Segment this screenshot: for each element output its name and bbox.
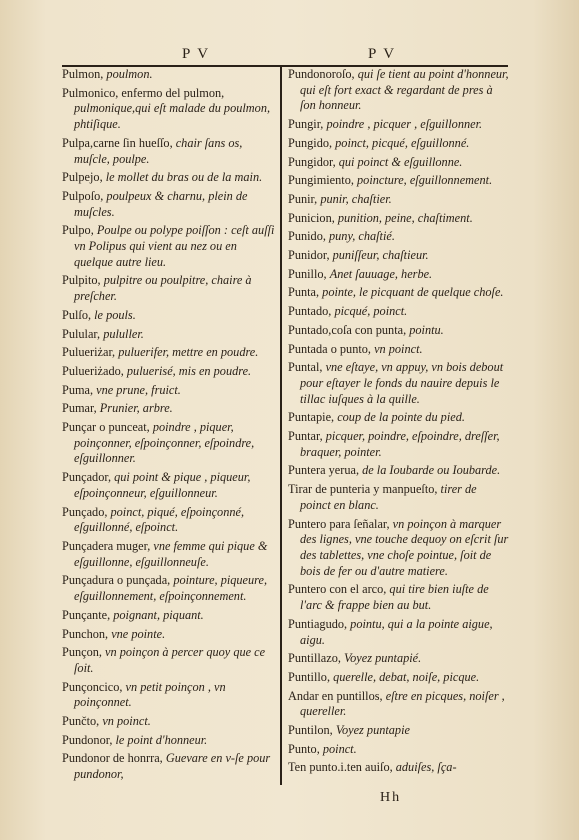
dictionary-entry: [62, 223, 278, 270]
headword: Pulpo,: [62, 223, 97, 238]
headword: Puntapie,: [288, 410, 338, 425]
headword: Pulpito,: [62, 273, 104, 288]
dictionary-entry: [288, 173, 510, 189]
translation: vne prune, fruict.: [96, 382, 181, 397]
translation: punition, peine, chaſtiment.: [337, 210, 473, 225]
translation: aduiſes, ſça-: [395, 760, 457, 775]
headword: Pulpa,carne ſin hueſſo,: [62, 135, 176, 150]
translation: puluerifer, mettre en poudre.: [118, 345, 259, 360]
translation: chair ſans os, muſcle, poulpe.: [74, 135, 243, 166]
translation: poinct, piqué, eſpoinçonné, eſguillonné, eſpoinct.: [74, 504, 245, 535]
dictionary-entry: [62, 308, 278, 324]
headword: Pungido,: [288, 135, 336, 150]
translation: Prunier, arbre.: [99, 401, 173, 416]
dictionary-entry: [288, 517, 510, 580]
translation: vn poinct.: [102, 714, 151, 729]
dictionary-entry: [62, 420, 278, 467]
translation: poincture, eſguillonnement.: [357, 173, 493, 188]
dictionary-entry: [288, 742, 510, 758]
dictionary-entry: [288, 617, 510, 648]
dictionary-entry: [62, 86, 278, 133]
left-column: [62, 67, 278, 787]
headword: Punçado,: [62, 504, 111, 519]
dictionary-entry: [288, 229, 510, 245]
dictionary-entry: [288, 323, 510, 339]
headword: Puntero con el arco,: [288, 582, 390, 597]
headword: Punicion,: [288, 210, 338, 225]
translation: Guevare en v-ſe pour pundonor,: [74, 751, 271, 782]
headword: Ten punto.i.ten auiſo,: [288, 760, 396, 775]
dictionary-entry: [62, 645, 278, 676]
translation: Poulpe ou polype poiſſon : ceſt auſſi vn Polipus qui vient au nez ou en quelque autre lieu.: [74, 223, 275, 269]
headword: Punçar o punceat,: [62, 420, 153, 435]
headword: Punçante,: [62, 607, 114, 622]
translation: pululler.: [103, 326, 144, 341]
headword: Pundonoroſo,: [288, 67, 358, 81]
dictionary-entry: [62, 364, 278, 380]
translation: pulpitre ou poulpitre, chaire à preſcher.: [74, 273, 252, 304]
headword: Tirar de punteria y manpueſto,: [288, 482, 441, 497]
translation: pulmonique,qui eſt malade du poulmon, phtiſique.: [74, 101, 271, 132]
headword: Puntero para ſeñalar,: [288, 516, 393, 531]
translation: vn petit poinçon , vn poinçonnet.: [74, 679, 226, 710]
translation: pointure, piqueure, eſguillonnement, eſpoinçonnement.: [74, 573, 268, 604]
translation: poindre , picquer , eſguillonner.: [326, 117, 483, 132]
headword: Pulueriżado,: [62, 363, 127, 378]
translation: qui point & pique , piqueur, eſpoinçonneur, eſguillonneur.: [74, 470, 251, 500]
translation: poulmon.: [106, 67, 153, 81]
dictionary-entry: [288, 67, 510, 114]
dictionary-entry: [288, 267, 510, 283]
headword: Pulpejo,: [62, 170, 106, 185]
dictionary-entry: [288, 248, 510, 264]
headword: Punčto,: [62, 714, 103, 729]
translation: puluerisé, mis en poudre.: [126, 363, 252, 378]
dictionary-entry: [288, 651, 510, 667]
headword: Punillo,: [288, 266, 330, 281]
headword: Pungidor,: [288, 154, 339, 169]
header-right: P V: [368, 46, 397, 62]
headword: Punçadera muger,: [62, 538, 154, 553]
dictionary-entry: [62, 136, 278, 167]
translation: poinct, picqué, eſguillonné.: [335, 135, 470, 150]
dictionary-entry: [62, 751, 278, 782]
headword: Pulmonico, enfermo del pulmon,: [62, 85, 225, 100]
dictionary-entry: [62, 505, 278, 536]
headword: Pulſo,: [62, 307, 95, 322]
headword: Punçador,: [62, 470, 115, 485]
translation: querelle, debat, noiſe, picque.: [333, 669, 480, 684]
headword: Puntar,: [288, 429, 326, 444]
headword: Puma,: [62, 382, 97, 397]
dictionary-entry: [288, 211, 510, 227]
headword: Pumar,: [62, 401, 100, 416]
dictionary-entry: [288, 760, 510, 776]
translation: coup de la pointe du pied.: [337, 410, 465, 425]
header-left: P V: [182, 46, 211, 62]
translation: puny, chaſtié.: [329, 229, 395, 244]
dictionary-entry: [288, 342, 510, 358]
dictionary-entry: [62, 273, 278, 304]
translation: qui ſe tient au point d'honneur, qui eſt fort exact & regardant de pres à ſon honneur.: [300, 67, 509, 113]
dictionary-entry: [62, 680, 278, 711]
dictionary-entry: [288, 429, 510, 460]
dictionary-entry: [62, 170, 278, 186]
dictionary-entry: [288, 117, 510, 133]
dictionary-entry: [62, 608, 278, 624]
translation: tirer de poinct en blanc.: [300, 482, 477, 512]
dictionary-entry: [62, 627, 278, 643]
headword: Puntada o punto,: [288, 341, 375, 356]
translation: puniſſeur, chaſtieur.: [332, 248, 429, 263]
dictionary-entry: [288, 192, 510, 208]
dictionary-entry: [62, 67, 278, 83]
translation: Voyez puntapié.: [344, 651, 422, 666]
headword: Punçoncico,: [62, 679, 126, 694]
translation: Voyez puntapie: [335, 723, 410, 738]
headword: Puntal,: [288, 360, 326, 375]
dictionary-entry: [288, 136, 510, 152]
column-divider: [280, 67, 282, 785]
headword: Andar en puntillos,: [288, 688, 386, 703]
dictionary-entry: [62, 189, 278, 220]
translation: le pouls.: [94, 307, 136, 322]
translation: de la Ioubarde ou Ioubarde.: [362, 463, 501, 478]
translation: pointu.: [409, 322, 444, 337]
headword: Pulueriżar,: [62, 345, 119, 360]
translation: qui poinct & eſguillonne.: [338, 154, 463, 169]
translation: vn poinçon à marquer des lignes, vne touche dequoy on eſcrit ſur des tablettes, vne choſe pointue, ſoit de bois de fer ou d'autre matiere.: [300, 516, 509, 578]
translation: vne eſtaye, vn appuy, vn bois debout pour eſtayer le fonds du nauire depuis le tillac iuſques à la quille.: [300, 360, 504, 406]
translation: qui tire bien iuſte de l'arc & frappe bien au but.: [300, 582, 489, 613]
translation: pointu, qui a la pointe aigue, aigu.: [300, 616, 493, 647]
dictionary-entry: [288, 410, 510, 426]
translation: eſtre en picques, noiſer , quereller.: [300, 688, 505, 719]
dictionary-entry: [288, 482, 510, 513]
translation: poindre , piquer, poinçonner, eſpoinçonner, eſpoindre, eſguillonner.: [74, 420, 255, 466]
dictionary-entry: [62, 401, 278, 417]
translation: pointe, le picquant de quelque choſe.: [322, 285, 504, 300]
dictionary-entry: [288, 155, 510, 171]
translation: vn poinçon à percer quoy que ce ſoit.: [74, 645, 266, 675]
translation: Anet ſauuage, herbe.: [329, 266, 433, 281]
translation: punir, chaſtier.: [320, 191, 392, 206]
headword: Punchon,: [62, 626, 112, 641]
headword: Pulmon,: [62, 67, 107, 81]
headword: Puntera yerua,: [288, 463, 363, 478]
dictionary-entry: [62, 327, 278, 343]
translation: vne femme qui pique & eſguillonne, eſguillonneuſe.: [74, 538, 268, 569]
dictionary-entry: [288, 723, 510, 739]
dictionary-entry: [62, 470, 278, 501]
translation: poulpeux & charnu, plein de muſcles.: [74, 188, 248, 219]
translation: poignant, piquant.: [113, 607, 204, 622]
dictionary-entry: [62, 714, 278, 730]
running-header: [62, 46, 506, 64]
dictionary-entry: [62, 345, 278, 361]
dictionary-entry: [62, 383, 278, 399]
translation: vne pointe.: [111, 626, 166, 641]
headword: Pungimiento,: [288, 173, 358, 188]
translation: picqué, poinct.: [334, 304, 408, 319]
headword: Punta,: [288, 285, 323, 300]
dictionary-entry: [288, 360, 510, 407]
dictionary-entry: [288, 285, 510, 301]
dictionary-entry: [288, 463, 510, 479]
headword: Punto,: [288, 741, 323, 756]
headword: Puntado,: [288, 304, 335, 319]
dictionary-entry: [288, 670, 510, 686]
headword: Punçadura o punçada,: [62, 573, 174, 588]
dictionary-entry: [62, 539, 278, 570]
translation: le mollet du bras ou de la main.: [105, 170, 263, 185]
headword: Punir,: [288, 191, 321, 206]
headword: Pulular,: [62, 326, 104, 341]
dictionary-entry: [62, 573, 278, 604]
headword: Punidor,: [288, 248, 333, 263]
headword: Pundonor,: [62, 732, 116, 747]
translation: vn poinct.: [374, 341, 423, 356]
headword: Punido,: [288, 229, 329, 244]
headword: Pundonor de honrra,: [62, 751, 166, 766]
translation: le point d'honneur.: [115, 732, 208, 747]
headword: Punçon,: [62, 645, 106, 660]
headword: Puntado,coſa con punta,: [288, 322, 410, 337]
right-column: [288, 67, 510, 787]
dictionary-entry: [288, 689, 510, 720]
headword: Pungir,: [288, 117, 327, 132]
dictionary-entry: [288, 582, 510, 613]
headword: Puntillazo,: [288, 651, 345, 666]
translation: picquer, poindre, eſpoindre, dreſſer, braquer, pointer.: [300, 429, 500, 459]
dictionary-entry: [288, 304, 510, 320]
translation: poinct.: [322, 741, 357, 756]
headword: Pulpoſo,: [62, 188, 107, 203]
headword: Puntilon,: [288, 723, 336, 738]
headword: Puntillo,: [288, 669, 334, 684]
headword: Puntiagudo,: [288, 616, 351, 631]
signature-mark: Hh: [380, 790, 402, 805]
dictionary-entry: [62, 733, 278, 749]
